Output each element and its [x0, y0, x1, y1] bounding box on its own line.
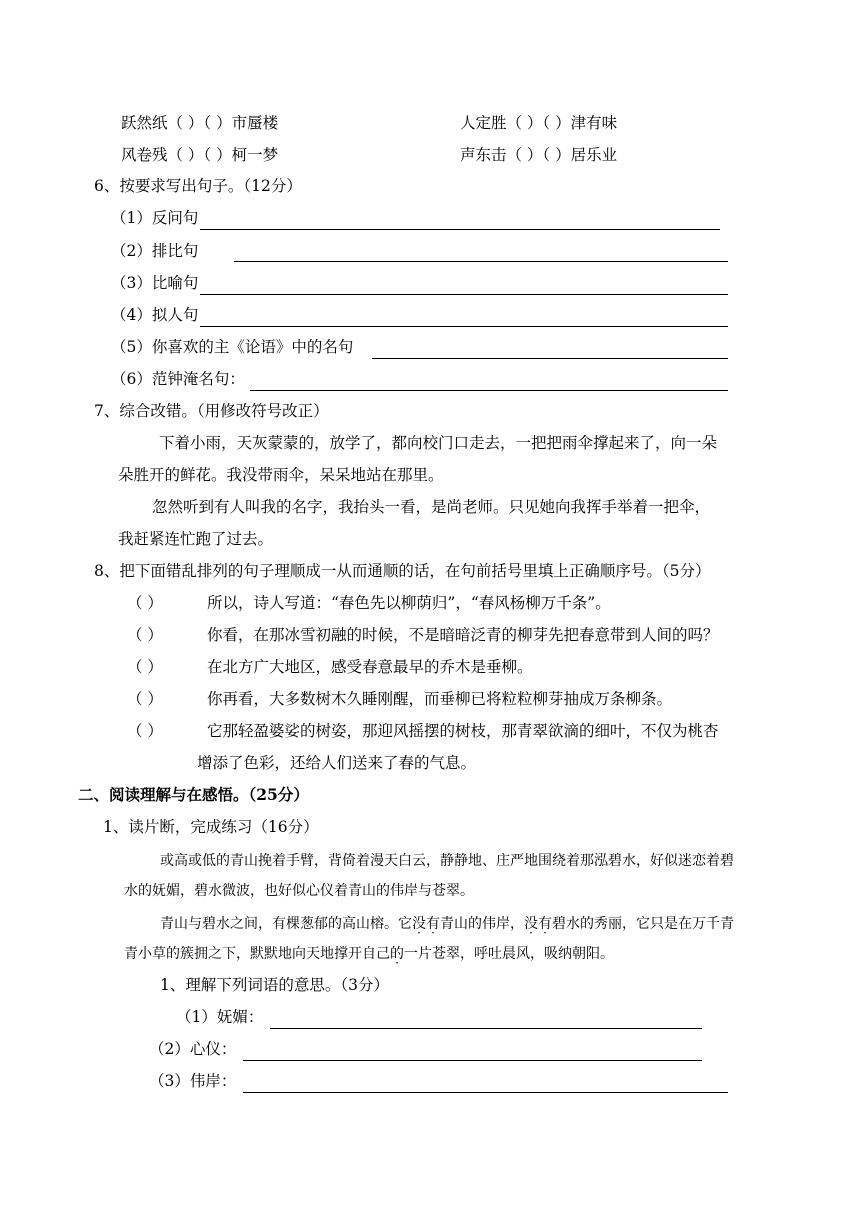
q7-para2-line2: 我赶紧连忙跑了过去。	[118, 530, 274, 548]
q6-answer-line-3[interactable]	[200, 279, 728, 295]
q8-sentence-2: 你看，在那冰雪初融的时候，不是暗暗泛青的柳芽先把春意带到人间的吗？	[207, 626, 719, 644]
section-2-title: 二、阅读理解与在感悟。（25分）	[78, 785, 309, 804]
emphasis-char: 没	[412, 916, 426, 932]
q6-answer-line-6[interactable]	[250, 375, 728, 391]
idiom-2: 人定胜（ ）（ ）津有味	[460, 114, 618, 132]
passage-para2-line1: 青山与碧水之间，有棵葱郁的高山榕。它没有青山的伟岸，没有碧水的秀丽，它只是在万千青	[160, 916, 734, 932]
word-3-label: （3）伟岸：	[149, 1072, 237, 1090]
idiom-3: 风卷残（ ）（ ）柯一梦	[121, 146, 279, 164]
word-2-label: （2）心仪：	[149, 1040, 237, 1058]
q7-para2-line1: 忽然听到有人叫我的名字，我抬头一看，是尚老师。只见她向我挥手举着一把伞，	[152, 498, 711, 516]
passage-para2-line2: 青小草的簇拥之下，默默地向天地撑开自己的一片苍翠，呼吐晨风，吸纳朝阳。	[124, 946, 614, 962]
idiom-1: 跃然纸（ ）（ ）市蜃楼	[121, 114, 279, 132]
emphasis-char: 的	[390, 946, 404, 962]
emphasis-char: 有	[426, 916, 440, 932]
q8-sentence-5-line1: 它那轻盈婆娑的树姿，那迎风摇摆的树枝，那青翠欲滴的细叶，不仅为桃杏	[207, 722, 719, 740]
q8-sentence-5-line2: 增添了色彩，还给人们送来了春的气息。	[197, 754, 477, 772]
word-1-answer-line[interactable]	[270, 1013, 702, 1029]
passage-para1-line2: 水的妩媚，碧水微波，也好似心仪着青山的伟岸与苍翠。	[124, 883, 474, 899]
emphasis-char: 没	[524, 916, 538, 932]
word-1-label: （1）妩媚：	[176, 1008, 264, 1026]
q6-item-4: （4）拟人句	[111, 306, 199, 324]
q6-item-5: （5）你喜欢的主《论语》中的名句	[111, 338, 354, 356]
q8-sentence-4: 你再看，大多数树木久睡刚醒，而垂柳已将粒粒柳芽抽成万条柳条。	[207, 690, 673, 708]
word-3-answer-line[interactable]	[243, 1077, 728, 1093]
question-6-title: 6、按要求写出句子。（12分）	[94, 177, 302, 195]
emphasis-char: 有	[538, 916, 552, 932]
q7-para1-line1: 下着小雨，天灰蒙蒙的，放学了，都向校门口走去，一把把雨伞撑起来了，向一朵	[159, 434, 718, 452]
q6-item-2: （2）排比句	[111, 242, 199, 260]
q6-answer-line-1[interactable]	[200, 214, 720, 230]
q8-sentence-3: 在北方广大地区，感受春意最早的乔木是垂柳。	[207, 658, 533, 676]
q6-item-6: （6）范钟淹名句：	[111, 370, 245, 388]
q8-sentence-1: 所以，诗人写道：“春色先以柳荫归”，“春风杨柳万千条”。	[207, 594, 611, 612]
q6-item-3: （3）比喻句	[111, 274, 199, 292]
q6-item-1: （1）反问句	[111, 209, 199, 227]
question-7-title: 7、综合改错。（用修改符号改正）	[94, 402, 329, 420]
q6-answer-line-2[interactable]	[234, 246, 728, 262]
q8-bracket-4[interactable]: （ ）	[127, 690, 163, 708]
q6-answer-line-5[interactable]	[372, 343, 728, 359]
q7-para1-line2: 朵胜开的鲜花。我没带雨伞，呆呆地站在那里。	[118, 466, 444, 484]
question-8-title: 8、把下面错乱排列的句子理顺成一从而通顺的话，在句前括号里填上正确顺序号。（5分）	[94, 562, 711, 580]
reading-question-1: 1、读片断，完成练习（16分）	[103, 818, 319, 836]
idiom-4: 声东击（ ）（ ）居乐业	[460, 146, 618, 164]
q8-bracket-2[interactable]: （ ）	[127, 626, 163, 644]
q8-bracket-1[interactable]: （ ）	[127, 594, 163, 612]
sub-question-1: 1、理解下列词语的意思。（3分）	[160, 976, 389, 994]
passage-para1-line1: 或高或低的青山挽着手臂，背倚着漫天白云，静静地、庄严地围绕着那泓碧水，好似迷恋着碧	[160, 853, 734, 869]
word-2-answer-line[interactable]	[243, 1045, 702, 1061]
q8-bracket-3[interactable]: （ ）	[127, 658, 163, 676]
q8-bracket-5[interactable]: （ ）	[127, 722, 163, 740]
q6-answer-line-4[interactable]	[200, 311, 728, 327]
